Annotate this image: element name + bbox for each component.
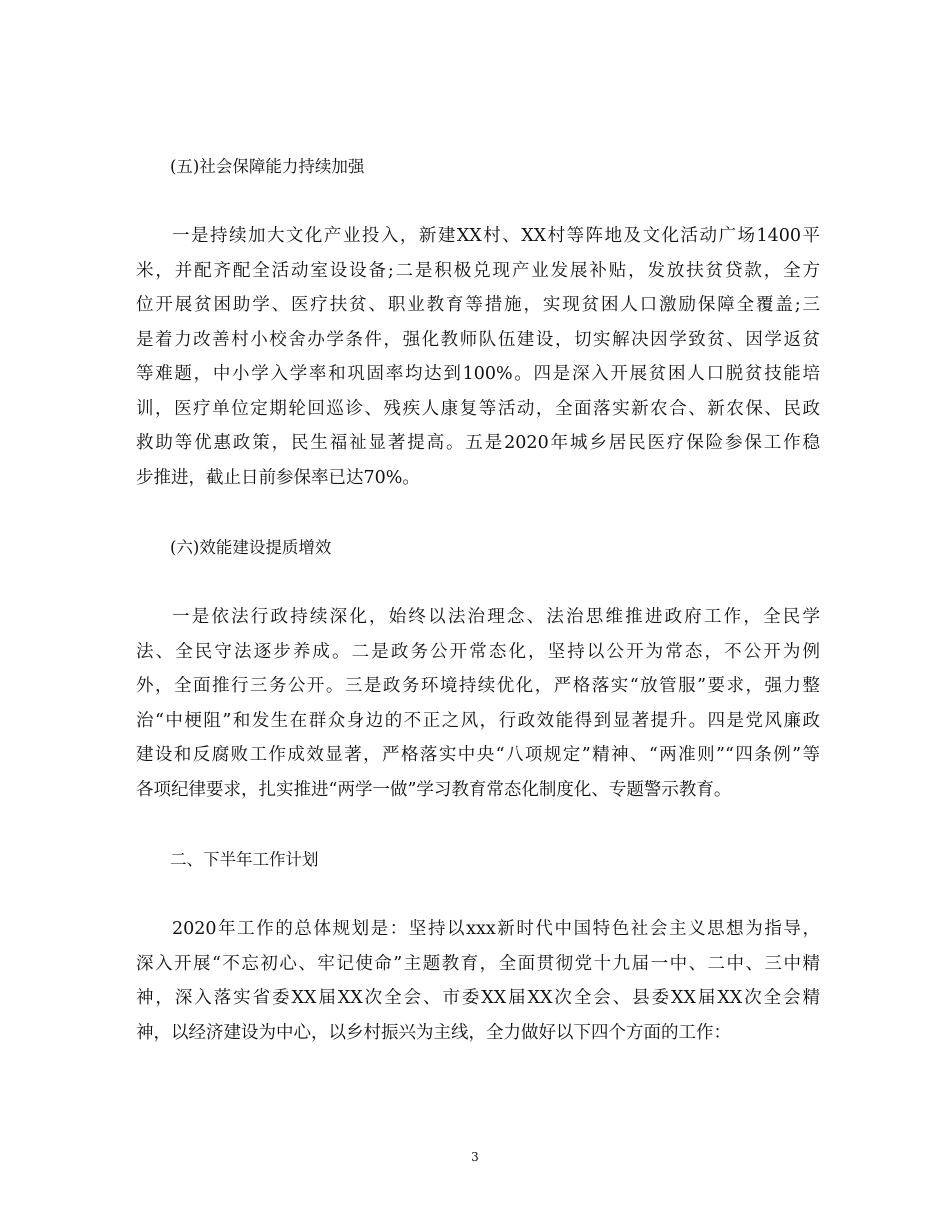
paragraph-line: 法、全民守法逐步养成。二是政务公开常态化，坚持以公开为常态，不公开为例 <box>136 641 820 662</box>
paragraph-line: 神，深入落实省委XX届XX次全会、市委XX届XX次全会、县委XX届XX次全会精 <box>136 988 820 1008</box>
paragraph-work-plan <box>136 912 820 1050</box>
paragraph-line: 2020年工作的总体规划是：坚持以xxx新时代中国特色社会主义思想为指导， <box>172 919 820 939</box>
paragraph-efficiency <box>136 600 820 807</box>
paragraph-line: 外，全面推行三务公开。三是政务环境持续优化，严格落实“放管服”要求，强力整 <box>136 676 820 696</box>
paragraph-line: 是着力改善村小校舍办学条件，强化教师队伍建设，切实解决因学致贫、因学返贫 <box>136 329 820 350</box>
paragraph-line: 救助等优惠政策，民生福祉显著提高。五是2020年城乡居民医疗保险参保工作稳 <box>136 433 820 453</box>
paragraph-line: 位开展贫困助学、医疗扶贫、职业教育等措施，实现贫困人口激励保障全覆盖;三 <box>136 295 820 315</box>
paragraph-line: 深入开展“不忘初心、牢记使命”主题教育，全面贯彻党十九届一中、二中、三中精 <box>136 953 820 974</box>
paragraph-social-security <box>136 219 820 495</box>
paragraph-line: 一是持续加大文化产业投入，新建XX村、XX村等阵地及文化活动广场1400平 <box>172 226 820 246</box>
paragraph-line: 治“中梗阻”和发生在群众身边的不正之风，行政效能得到显著提升。四是党风廉政 <box>136 710 820 731</box>
document-body <box>136 150 820 1086</box>
paragraph-line: 步推进，截止日前参保率已达70%。 <box>136 467 420 488</box>
section-heading-efficiency: (六)效能建设提质增效 <box>170 538 332 557</box>
page-number: 3 <box>471 1150 479 1164</box>
paragraph-line: 神，以经济建设为中心，以乡村振兴为主线，全力做好以下四个方面的工作： <box>136 1022 731 1043</box>
paragraph-line: 米，并配齐配全活动室设设备;二是积极兑现产业发展补贴，发放扶贫贷款，全方 <box>136 260 820 281</box>
paragraph-line: 训，医疗单位定期轮回巡诊、残疾人康复等活动，全面落实新农合、新农保、民政 <box>136 398 820 419</box>
paragraph-line: 建设和反腐败工作成效显著，严格落实中央“八项规定”精神、“两准则”“四条例”等 <box>136 745 820 765</box>
section-heading-social-security: (五)社会保障能力持续加强 <box>170 157 365 176</box>
paragraph-line: 各项纪律要求，扎实推进“两学一做”学习教育常态化制度化、专题警示教育。 <box>136 779 732 800</box>
paragraph-line: 一是依法行政持续深化，始终以法治理念、法治思维推进政府工作，全民学 <box>172 607 820 627</box>
part-heading-work-plan: 二、下半年工作计划 <box>170 850 319 869</box>
paragraph-line: 等难题，中小学入学率和巩固率均达到100%。四是深入开展贫困人口脱贫技能培 <box>136 364 820 384</box>
